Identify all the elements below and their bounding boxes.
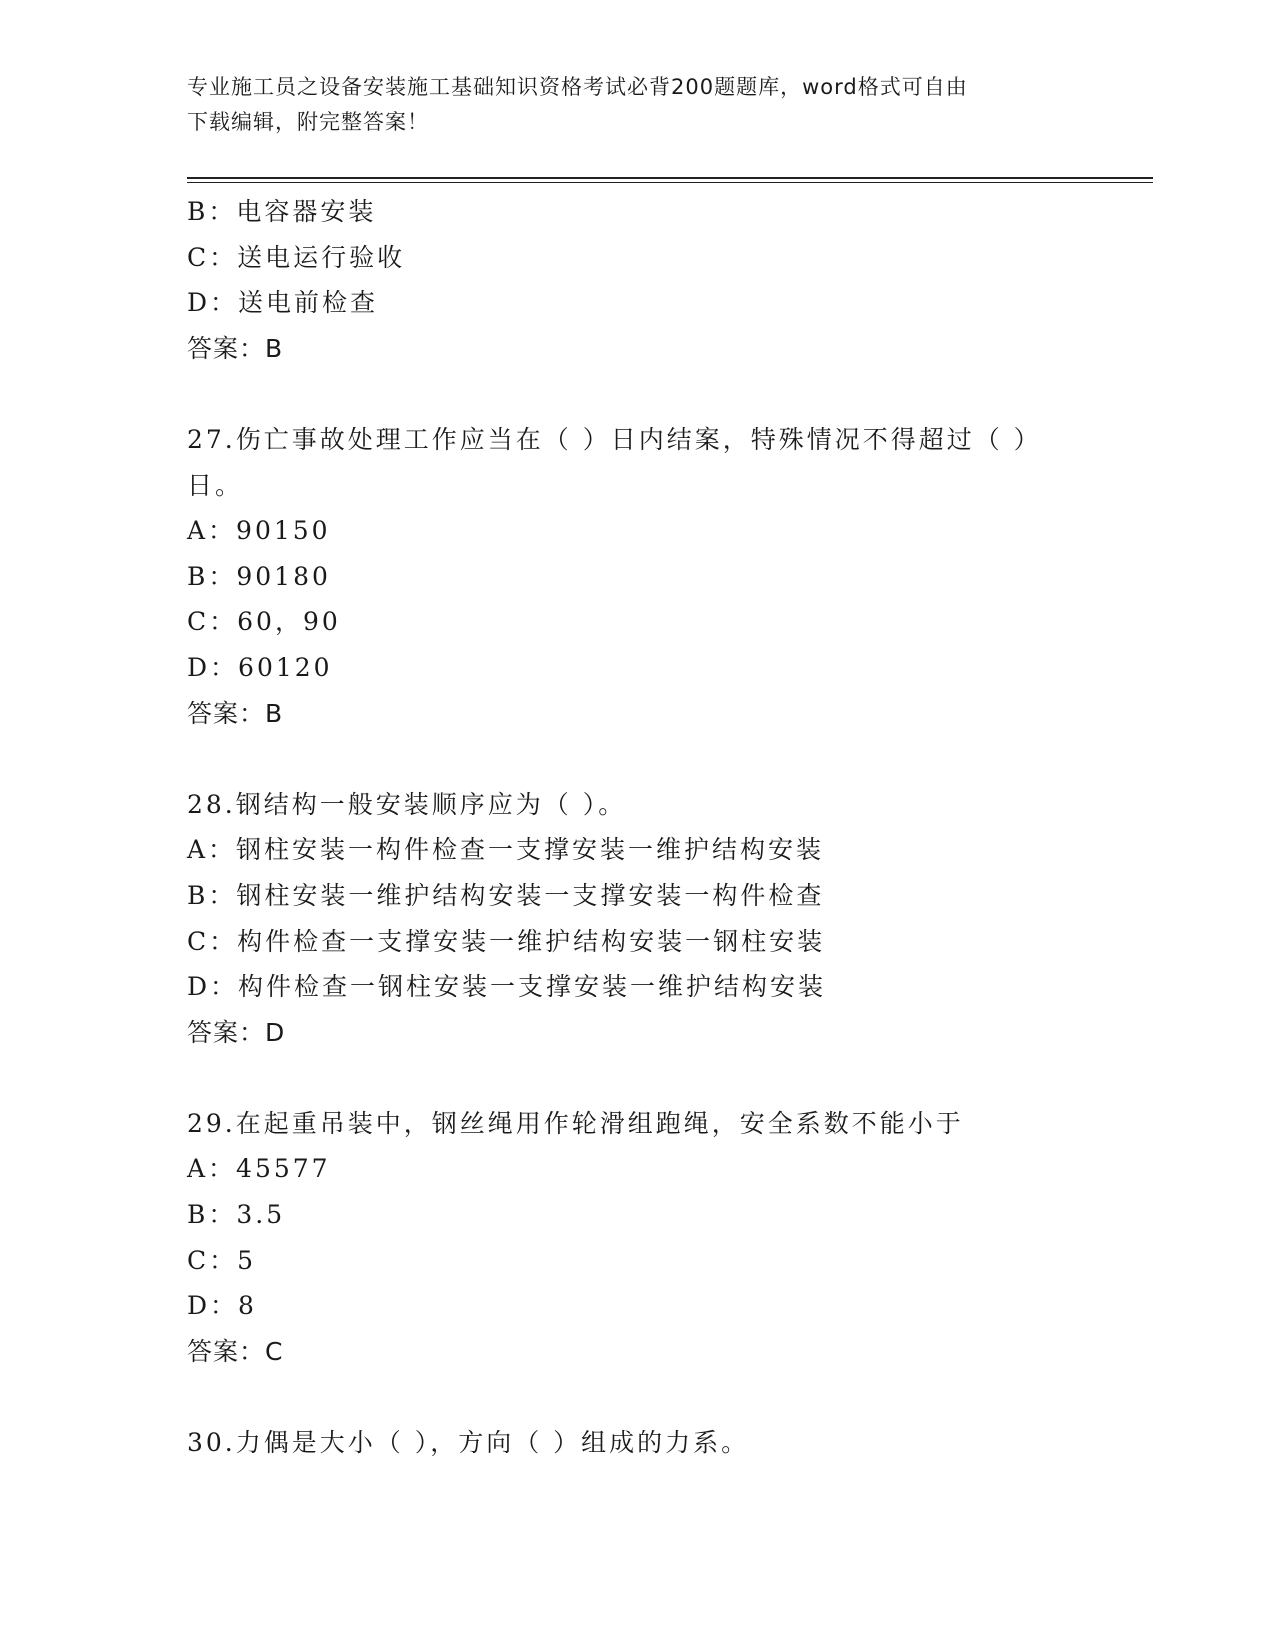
option-d: D：60120 (187, 652, 333, 682)
spacer (187, 736, 1087, 782)
question-27 (187, 417, 1087, 736)
option-c: C：构件检查一支撑安装一维护结构安装一钢柱安装 (187, 926, 826, 956)
spacer (187, 1374, 1087, 1420)
answer: 答案：B (187, 698, 284, 728)
spacer (187, 1055, 1087, 1101)
question-29 (187, 1101, 1087, 1375)
option-c: C：5 (187, 1245, 257, 1275)
option-a: A：90150 (187, 516, 331, 546)
option-a: A：钢柱安装一构件检查一支撑安装一维护结构安装 (187, 835, 825, 865)
option-c: C：60，90 (187, 607, 341, 637)
question-stem: 30.力偶是大小（ ），方向（ ）组成的力系。 (187, 1428, 750, 1458)
question-30 (187, 1420, 1087, 1466)
answer: 答案：B (187, 333, 284, 363)
question-stem: 28.钢结构一般安装顺序应为（ ）。 (187, 789, 627, 819)
option-b: B：电容器安装 (187, 197, 377, 226)
spacer (187, 371, 1087, 417)
header-divider-thin (187, 182, 1153, 183)
question-26-continued (187, 189, 1087, 371)
document-header (187, 70, 1067, 140)
question-28 (187, 782, 1087, 1056)
question-list (187, 189, 1087, 1466)
option-d: D：8 (187, 1291, 257, 1321)
question-stem: 27.伤亡事故处理工作应当在（ ）日内结案，特殊情况不得超过（ ） (187, 424, 1042, 454)
question-stem-continued: 日。 (187, 470, 244, 500)
header-line-1: 专业施工员之设备安装施工基础知识资格考试必背200题题库，word格式可自由 (187, 75, 968, 99)
answer: 答案：D (187, 1017, 286, 1047)
option-d: D：送电前检查 (187, 288, 379, 318)
option-a: A：45577 (187, 1154, 331, 1184)
option-c: C：送电运行验收 (187, 242, 406, 272)
header-divider-thick (187, 177, 1153, 179)
question-stem: 29.在起重吊装中，钢丝绳用作轮滑组跑绳，安全系数不能小于 (187, 1108, 964, 1138)
option-d: D：构件检查一钢柱安装一支撑安装一维护结构安装 (187, 972, 827, 1002)
option-b: B：90180 (187, 561, 331, 591)
option-b: B：钢柱安装一维护结构安装一支撑安装一构件检查 (187, 880, 825, 910)
option-b: B：3.5 (187, 1200, 286, 1230)
header-line-2: 下载编辑，附完整答案！ (187, 110, 429, 134)
answer: 答案：C (187, 1336, 284, 1366)
